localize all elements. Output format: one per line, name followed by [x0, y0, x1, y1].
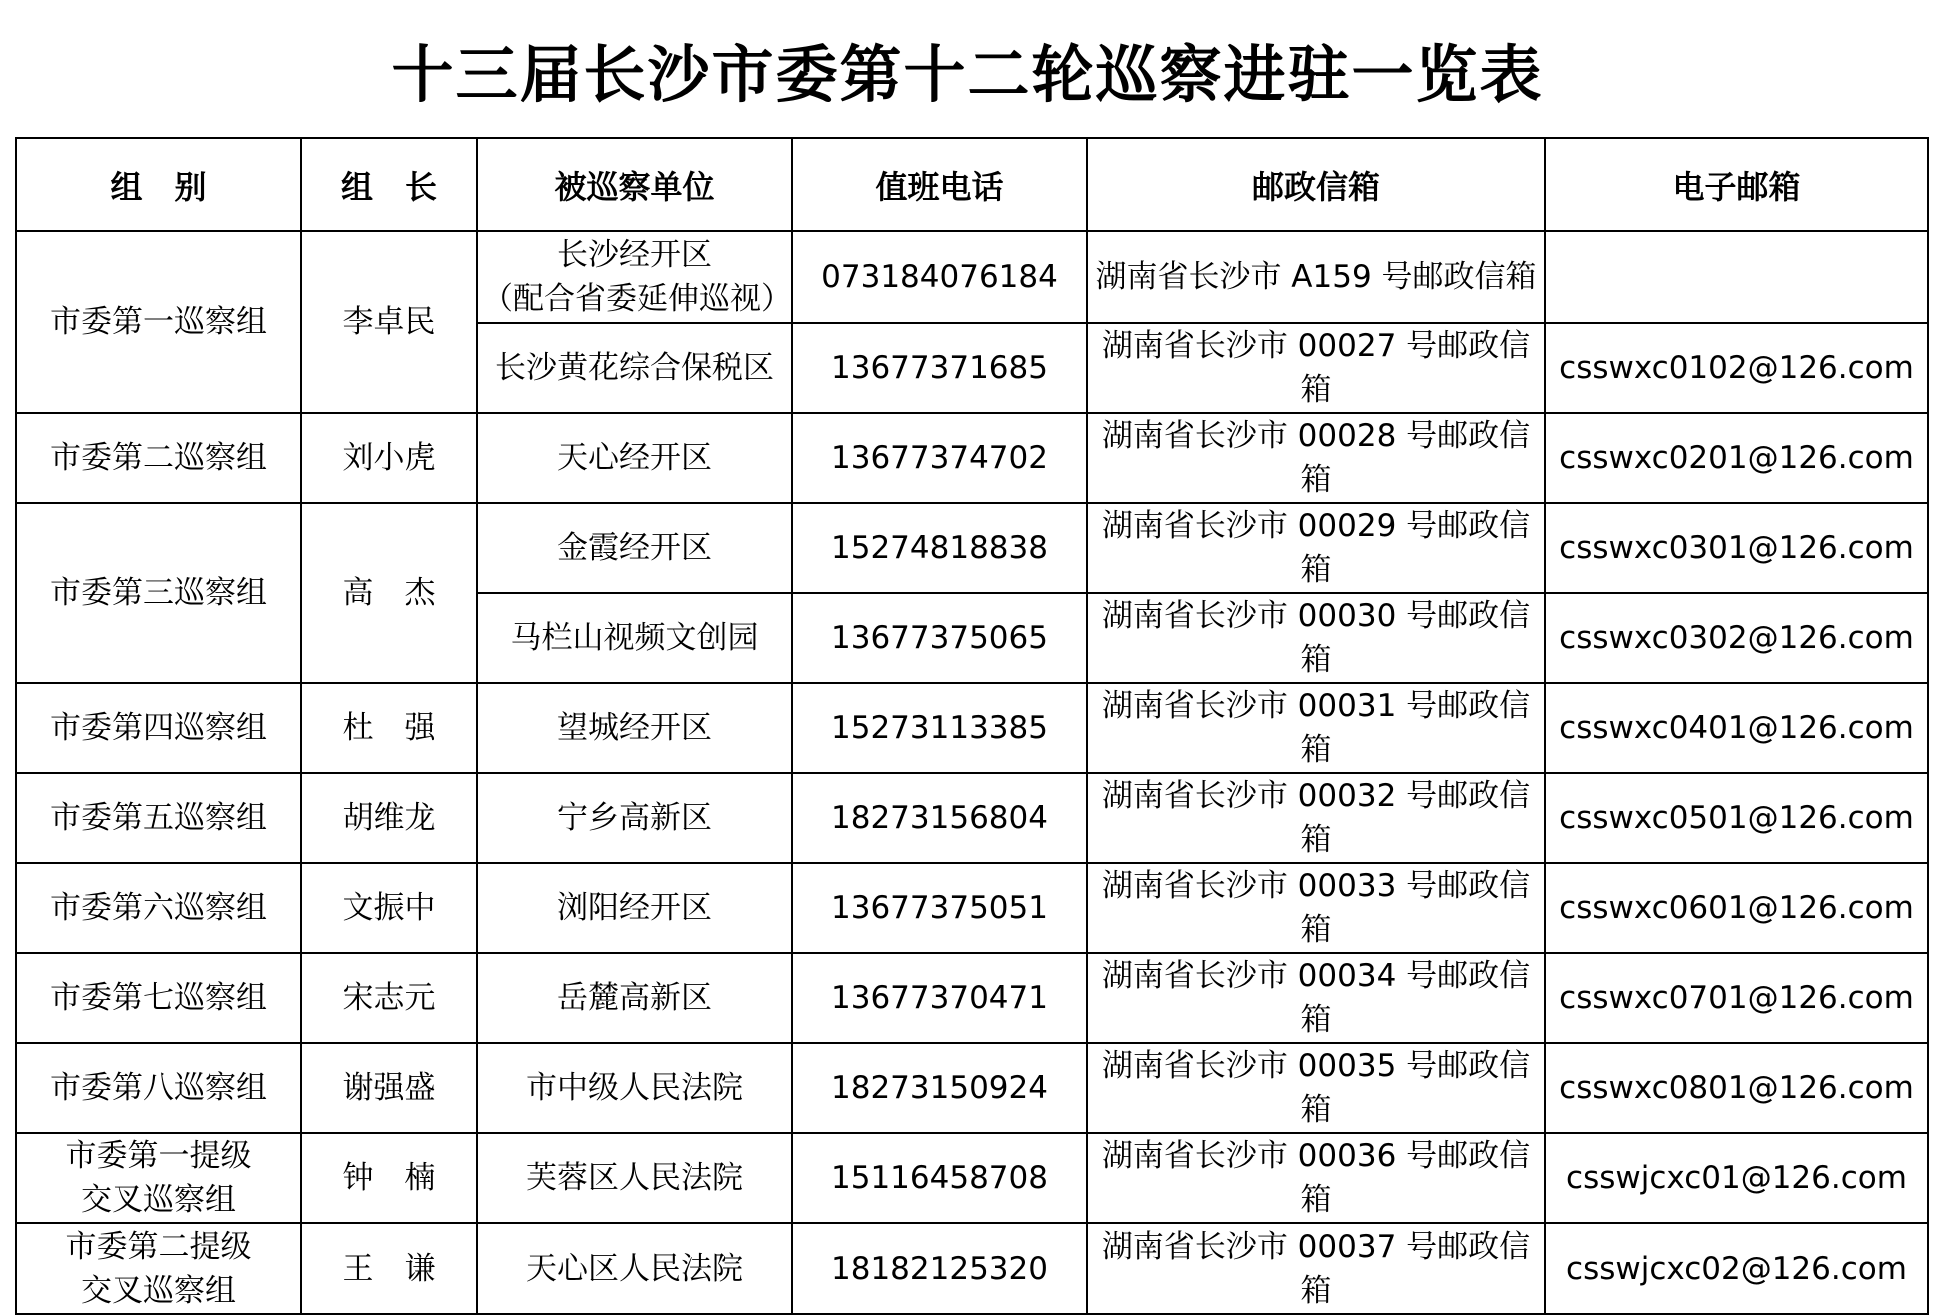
- duty-phone: 15273113385: [792, 683, 1087, 773]
- duty-phone: 15116458708: [792, 1133, 1087, 1223]
- email-address: csswxc0401@126.com: [1545, 683, 1928, 773]
- duty-phone: 13677375051: [792, 863, 1087, 953]
- email-address: csswxc0301@126.com: [1545, 503, 1928, 593]
- group-leader: 宋志元: [301, 953, 477, 1043]
- table-body: [16, 231, 1928, 1314]
- inspected-unit: 芙蓉区人民法院: [477, 1133, 792, 1223]
- group-leader: 文振中: [301, 863, 477, 953]
- inspected-unit: 金霞经开区: [477, 503, 792, 593]
- group-name: 市委第一提级 交叉巡察组: [16, 1133, 301, 1223]
- postal-mailbox: 湖南省长沙市 00035 号邮政信箱: [1087, 1043, 1545, 1133]
- postal-mailbox: 湖南省长沙市 00034 号邮政信箱: [1087, 953, 1545, 1043]
- duty-phone: 15274818838: [792, 503, 1087, 593]
- header-group: 组 别: [16, 138, 301, 231]
- inspected-unit: 浏阳经开区: [477, 863, 792, 953]
- table-row: [16, 953, 1928, 1043]
- table-row: [16, 1223, 1928, 1314]
- table-row: [16, 413, 1928, 503]
- table-row: [16, 1133, 1928, 1223]
- group-name: 市委第三巡察组: [16, 503, 301, 683]
- group-name: 市委第七巡察组: [16, 953, 301, 1043]
- postal-mailbox: 湖南省长沙市 00036 号邮政信箱: [1087, 1133, 1545, 1223]
- inspected-unit: 长沙经开区 （配合省委延伸巡视）: [477, 231, 792, 323]
- header-phone: 值班电话: [792, 138, 1087, 231]
- postal-mailbox: 湖南省长沙市 A159 号邮政信箱: [1087, 231, 1545, 323]
- email-address: csswxc0601@126.com: [1545, 863, 1928, 953]
- postal-mailbox: 湖南省长沙市 00029 号邮政信箱: [1087, 503, 1545, 593]
- inspected-unit: 马栏山视频文创园: [477, 593, 792, 683]
- duty-phone: 073184076184: [792, 231, 1087, 323]
- postal-mailbox: 湖南省长沙市 00027 号邮政信箱: [1087, 323, 1545, 413]
- header-mailbox: 邮政信箱: [1087, 138, 1545, 231]
- email-address: csswjcxc02@126.com: [1545, 1223, 1928, 1314]
- postal-mailbox: 湖南省长沙市 00033 号邮政信箱: [1087, 863, 1545, 953]
- postal-mailbox: 湖南省长沙市 00037 号邮政信箱: [1087, 1223, 1545, 1314]
- header-leader: 组 长: [301, 138, 477, 231]
- group-name: 市委第八巡察组: [16, 1043, 301, 1133]
- group-name: 市委第四巡察组: [16, 683, 301, 773]
- inspected-unit: 岳麓高新区: [477, 953, 792, 1043]
- email-address: csswxc0801@126.com: [1545, 1043, 1928, 1133]
- table-row: [16, 683, 1928, 773]
- inspected-unit: 天心经开区: [477, 413, 792, 503]
- header-unit: 被巡察单位: [477, 138, 792, 231]
- duty-phone: 18182125320: [792, 1223, 1087, 1314]
- group-leader: 胡维龙: [301, 773, 477, 863]
- group-leader: 高 杰: [301, 503, 477, 683]
- inspected-unit: 望城经开区: [477, 683, 792, 773]
- email-address: csswxc0102@126.com: [1545, 323, 1928, 413]
- postal-mailbox: 湖南省长沙市 00028 号邮政信箱: [1087, 413, 1545, 503]
- group-name: 市委第二提级 交叉巡察组: [16, 1223, 301, 1314]
- group-leader: 杜 强: [301, 683, 477, 773]
- email-address: [1545, 231, 1928, 323]
- email-address: csswxc0302@126.com: [1545, 593, 1928, 683]
- inspection-table: [15, 137, 1929, 1315]
- duty-phone: 13677374702: [792, 413, 1087, 503]
- group-leader: 谢强盛: [301, 1043, 477, 1133]
- table-row: [16, 863, 1928, 953]
- inspected-unit: 宁乡高新区: [477, 773, 792, 863]
- table-row: [16, 1043, 1928, 1133]
- inspected-unit: 长沙黄花综合保税区: [477, 323, 792, 413]
- table-row: [16, 503, 1928, 593]
- group-name: 市委第一巡察组: [16, 231, 301, 413]
- email-address: csswxc0201@126.com: [1545, 413, 1928, 503]
- duty-phone: 18273156804: [792, 773, 1087, 863]
- group-leader: 李卓民: [301, 231, 477, 413]
- page-title: 十三届长沙市委第十二轮巡察进驻一览表: [391, 38, 1544, 111]
- group-name: 市委第六巡察组: [16, 863, 301, 953]
- postal-mailbox: 湖南省长沙市 00032 号邮政信箱: [1087, 773, 1545, 863]
- duty-phone: 13677375065: [792, 593, 1087, 683]
- table-row: [16, 231, 1928, 323]
- email-address: csswxc0701@126.com: [1545, 953, 1928, 1043]
- postal-mailbox: 湖南省长沙市 00030 号邮政信箱: [1087, 593, 1545, 683]
- group-leader: 王 谦: [301, 1223, 477, 1314]
- duty-phone: 13677370471: [792, 953, 1087, 1043]
- group-name: 市委第五巡察组: [16, 773, 301, 863]
- duty-phone: 18273150924: [792, 1043, 1087, 1133]
- email-address: csswxc0501@126.com: [1545, 773, 1928, 863]
- group-name: 市委第二巡察组: [16, 413, 301, 503]
- inspected-unit: 市中级人民法院: [477, 1043, 792, 1133]
- group-leader: 刘小虎: [301, 413, 477, 503]
- table-row: [16, 773, 1928, 863]
- table-header-row: [16, 138, 1928, 231]
- inspected-unit: 天心区人民法院: [477, 1223, 792, 1314]
- postal-mailbox: 湖南省长沙市 00031 号邮政信箱: [1087, 683, 1545, 773]
- duty-phone: 13677371685: [792, 323, 1087, 413]
- email-address: csswjcxc01@126.com: [1545, 1133, 1928, 1223]
- header-email: 电子邮箱: [1545, 138, 1928, 231]
- group-leader: 钟 楠: [301, 1133, 477, 1223]
